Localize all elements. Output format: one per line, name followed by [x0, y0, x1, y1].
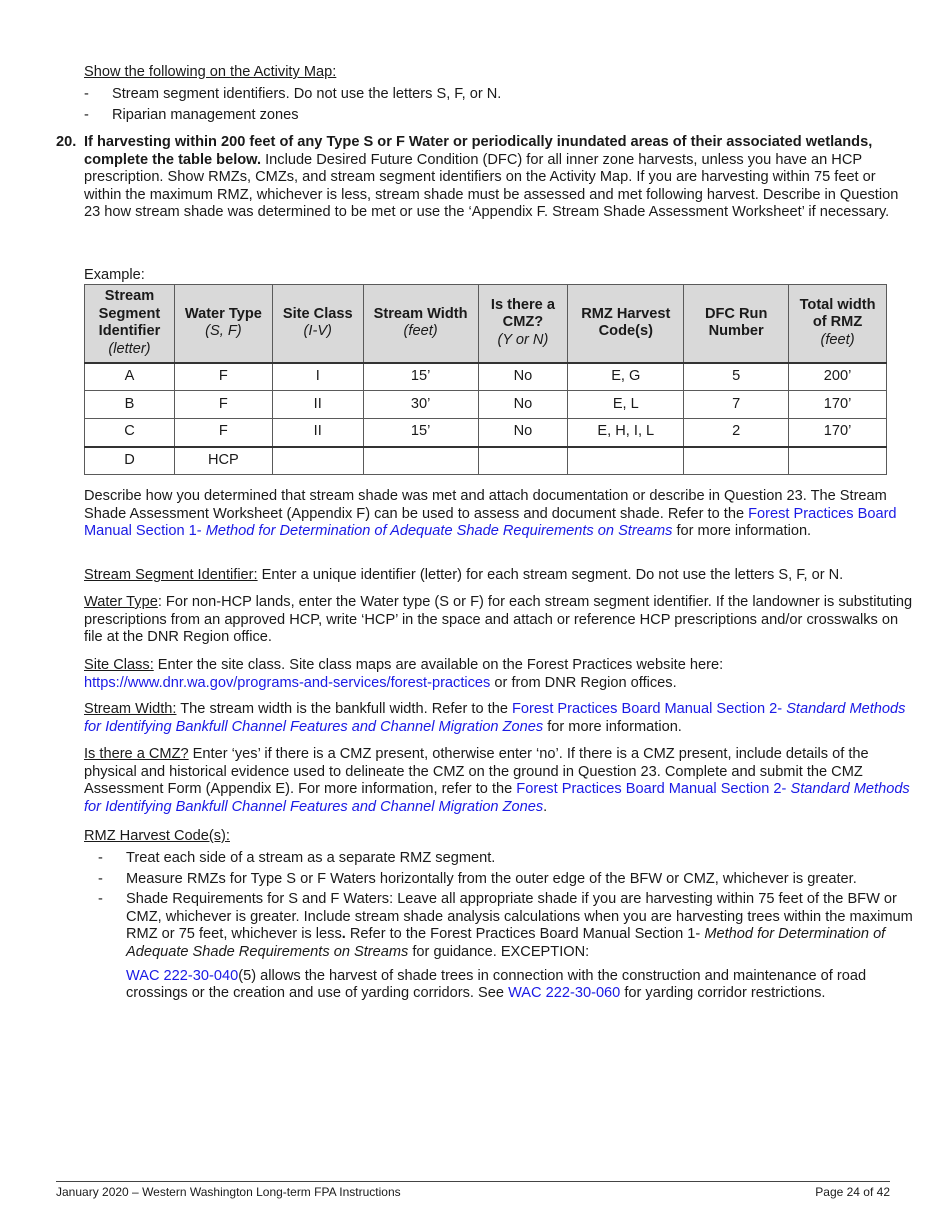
table-row: [85, 447, 887, 475]
show-list-item: - Stream segment identifiers. Do not use the letters S, F, or N.: [84, 86, 904, 107]
show-list-item: - Riparian management zones: [84, 107, 904, 128]
table-cell: 2: [684, 419, 789, 447]
header-stream-width: Stream Width (feet): [363, 285, 478, 363]
table-cell: [478, 447, 568, 475]
fpbm-section-2-link[interactable]: Forest Practices Board Manual Section 2- Standard Methods for Identifying Bankfull Channel Features and Channel Migration Zones: [84, 781, 910, 815]
table-cell: 30’: [363, 391, 478, 419]
table-cell: I: [272, 363, 363, 391]
site-class-label: Site Class:: [84, 657, 154, 673]
water-type-label: Water Type: [84, 594, 158, 610]
table-cell: E, H, I, L: [568, 419, 684, 447]
table-cell: 5: [684, 363, 789, 391]
site-class-paragraph: Site Class: Enter the site class. Site class maps are available on the Forest Practices website here: https://www.dnr.wa.gov/programs-and-services/forest-practices or from DNR Region offices.: [84, 657, 724, 691]
table-cell: C: [85, 419, 175, 447]
table-cell: [363, 447, 478, 475]
table-cell: No: [478, 363, 568, 391]
rmz-list-item: - Measure RMZs for Type S or F Waters horizontally from the outer edge of the BFW or CMZ, whichever is greater.: [98, 871, 928, 889]
table-cell: F: [174, 391, 272, 419]
show-list: [84, 86, 904, 128]
header-total-width-rmz: Total width of RMZ (feet): [789, 285, 887, 363]
stream-segment-identifier-label: Stream Segment Identifier:: [84, 567, 258, 583]
header-site-class: Site Class (I-V): [272, 285, 363, 363]
table-cell: E, G: [568, 363, 684, 391]
table-cell: 15’: [363, 419, 478, 447]
header-dfc-run-number: DFC Run Number: [684, 285, 789, 363]
stream-width-label: Stream Width:: [84, 701, 177, 717]
table-cell: II: [272, 419, 363, 447]
table-cell: D: [85, 447, 175, 475]
header-water-type: Water Type (S, F): [174, 285, 272, 363]
rmz-list-item: - Treat each side of a stream as a separate RMZ segment.: [98, 850, 928, 868]
table-header-row: [85, 285, 887, 363]
show-section-heading: Show the following on the Activity Map:: [84, 64, 337, 80]
table-cell: [789, 447, 887, 475]
rmz-exception-text: WAC 222-30-040(5) allows the harvest of shade trees in connection with the construction and maintenance of road crossings or the creation and use of yarding corridors. See WAC 222-30-060 for yarding corridor restrictions.: [126, 967, 867, 1002]
table-cell: 170’: [789, 419, 887, 447]
table-cell: A: [85, 363, 175, 391]
table-row: [85, 391, 887, 419]
cmz-paragraph: Is there a CMZ? Enter ‘yes’ if there is a CMZ present, otherwise enter ‘no’. If there is a CMZ present, include details of the physical and historical evidence used to delineate the CMZ on the ground in Question 23. Complete and submit the CMZ Assessment Form (Appendix E). For more information, refer to the Forest Practices Board Manual Section 2- Standard Methods for Identifying Bankfull Channel Features and Channel Migration Zones.: [84, 746, 910, 815]
example-label: Example:: [84, 267, 145, 283]
table-cell: HCP: [174, 447, 272, 475]
page-footer: [56, 1181, 890, 1202]
table-cell: [272, 447, 363, 475]
page-number: Page 24 of 42: [815, 1185, 890, 1199]
table-cell: F: [174, 419, 272, 447]
question-bold-text: If harvesting within 200 feet of any Type S or F Water or periodically inundated areas of their associated wetlands, complete the table below.: [84, 134, 873, 168]
footer-title: January 2020 – Western Washington Long-term FPA Instructions: [56, 1185, 401, 1199]
table-cell: No: [478, 419, 568, 447]
stream-segment-identifier-paragraph: Stream Segment Identifier: Enter a unique identifier (letter) for each stream segment. Do not use the letters S, F, or N.: [84, 567, 844, 583]
table-cell: 200’: [789, 363, 887, 391]
wac-222-30-040-link[interactable]: WAC 222-30-040: [126, 967, 239, 984]
example-table: [84, 284, 887, 475]
table-row: [85, 419, 887, 447]
table-cell: E, L: [568, 391, 684, 419]
water-type-paragraph: Water Type: For non-HCP lands, enter the Water type (S or F) for each stream segment identifier. If the landowner is substituting prescriptions from an approved HCP, write ‘HCP’ in the space and attach or reference HCP prescriptions and/or crosswalks on file at the DNR Region office.: [84, 594, 913, 646]
table-cell: F: [174, 363, 272, 391]
table-row: [85, 363, 887, 391]
question-text: [84, 134, 916, 222]
table-cell: [684, 447, 789, 475]
header-rmz-harvest-codes: RMZ Harvest Code(s): [568, 285, 684, 363]
header-stream-segment: Stream Segment Identifier (letter): [85, 285, 175, 363]
dnr-forest-practices-link[interactable]: https://www.dnr.wa.gov/programs-and-services/forest-practices: [84, 674, 491, 691]
question-number: 20.: [56, 134, 77, 150]
table-cell: [568, 447, 684, 475]
table-cell: 15’: [363, 363, 478, 391]
stream-width-paragraph: Stream Width: The stream width is the bankfull width. Refer to the Forest Practices Board Manual Section 2- Standard Methods for Identifying Bankfull Channel Features and Channel Migration Zones for more information.: [84, 701, 906, 735]
table-cell: 170’: [789, 391, 887, 419]
fpbm-section-1-link[interactable]: Forest Practices Board Manual Section 1- Method for Determination of Adequate Shade Requirements on Streams: [84, 505, 897, 540]
table-cell: II: [272, 391, 363, 419]
table-cell: 7: [684, 391, 789, 419]
describe-paragraph: Describe how you determined that stream shade was met and attach documentation or describe in Question 23. The Stream Shade Assessment Worksheet (Appendix F) can be used to assess and document shade. Refer to the Forest Practices Board Manual Section 1- Method for Determination of Adequate Shade Requirements on Streams for more information.: [84, 488, 897, 540]
table-cell: No: [478, 391, 568, 419]
header-cmz: Is there a CMZ? (Y or N): [478, 285, 568, 363]
table-cell: B: [85, 391, 175, 419]
fpbm-section-2-link[interactable]: Forest Practices Board Manual Section 2- Standard Methods for Identifying Bankfull Channel Features and Channel Migration Zones: [84, 701, 906, 735]
cmz-label: Is there a CMZ?: [84, 746, 189, 762]
rmz-harvest-codes-label: RMZ Harvest Code(s):: [84, 828, 230, 844]
rmz-harvest-list: [98, 850, 928, 1006]
rmz-list-item-shade: - Shade Requirements for S and F Waters: Leave all appropriate shade if you are harvesting within 75 feet of the BFW or CMZ, whichever is greater. Include stream shade analysis calculations when you are harvesting trees within the maximum RMZ or 75 feet, whichever is less. Refer to the Forest Practices Board Manual Section 1- Method for Determination of Adequate Shade Requirements on Streams for guidance. EXCEPTION:: [98, 891, 928, 961]
question-body-text: Include Desired Future Condition (DFC) for all inner zone harvests, unless you have an HCP prescription. Show RMZs, CMZs, and stream segment identifiers on the Activity Map. If you are harvesting within 75 feet or within the maximum RMZ, whichever is less, stream shade must be assessed and met following harvest. Describe in Question 23 how stream shade was determined to be met or use the ‘Appendix F. Stream Shade Assessment Worksheet’ if necessary.: [84, 151, 899, 221]
question-20: [56, 134, 916, 222]
wac-222-30-060-link[interactable]: WAC 222-30-060: [508, 985, 621, 1002]
